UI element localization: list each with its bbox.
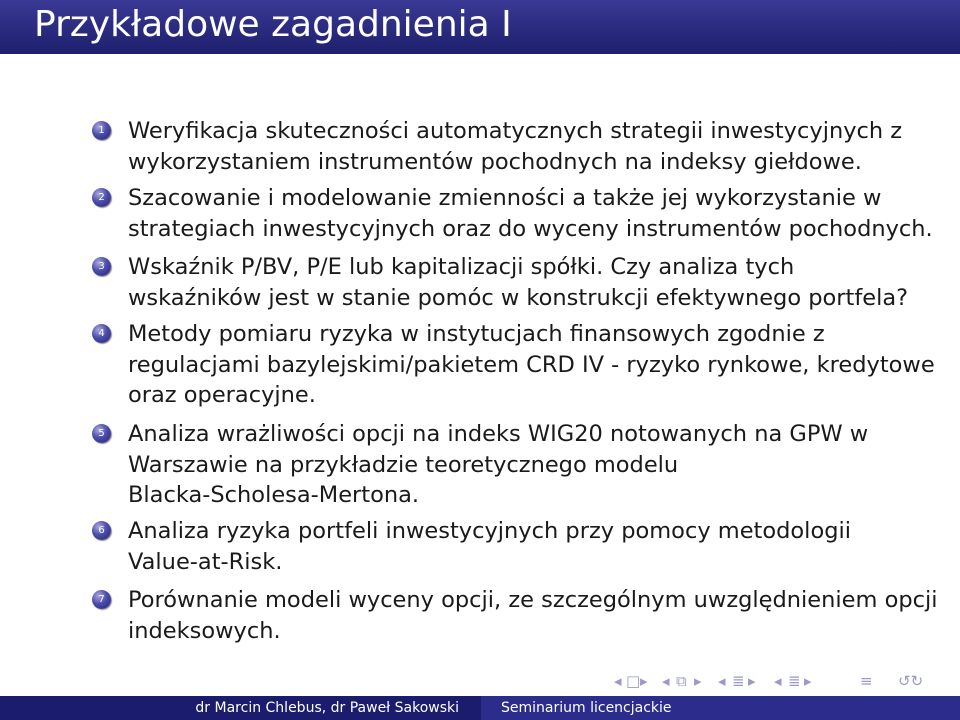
item-number-badge: 3 (92, 257, 111, 276)
item-line: Warszawie na przykładzie teoretycznego modelu (128, 451, 679, 478)
search-icon[interactable]: ↺↻ (898, 672, 924, 690)
prev-section-icon[interactable]: ◂ (718, 672, 726, 690)
item-line: Szacowanie i modelowanie zmienności a także jej wykorzystanie w (128, 185, 882, 211)
footer-authors: dr Marcin Chlebus, dr Paweł Sakowski (0, 696, 481, 720)
align-icon[interactable]: ≡ (860, 672, 873, 690)
prev-subsection-icon[interactable]: ◂ (662, 672, 670, 690)
prev-frame-icon[interactable]: ◂ (614, 672, 622, 690)
footer-seminar: Seminarium licencjackie (481, 696, 960, 720)
next-subsection-icon[interactable]: ▸ (694, 672, 702, 690)
item-line: Metody pomiaru ryzyka w instytucjach finansowych zgodnie z (128, 321, 825, 347)
item-number-badge: 4 (92, 324, 111, 343)
item-number-badge: 1 (92, 121, 111, 140)
slide-title: Przykładowe zagadnienia I (34, 4, 512, 45)
next-part-icon[interactable]: ▸ (804, 672, 812, 690)
item-line: wskaźników jest w stanie pomóc w konstrukcji efektywnego portfela? (128, 284, 909, 311)
item-line: indeksowych. (128, 617, 281, 644)
item-line: Value-at-Risk. (128, 548, 283, 575)
item-text (128, 319, 935, 411)
item-line: oraz operacyjne. (128, 382, 316, 408)
item-text (128, 183, 933, 244)
frame-icon[interactable]: □ (626, 672, 641, 690)
item-line: wykorzystaniem instrumentów pochodnych na indeksy giełdowe. (128, 148, 862, 175)
subsection-icon[interactable]: ⧉ (676, 672, 687, 690)
item-text (128, 585, 938, 646)
item-line: Porównanie modeli wyceny opcji, ze szczególnym uwzględnieniem opcji (128, 587, 938, 613)
item-line: Analiza wrażliwości opcji na indeks WIG20 notowanych na GPW w (128, 421, 869, 447)
next-frame-icon[interactable]: ▸ (640, 672, 648, 690)
item-number-badge: 5 (92, 424, 111, 443)
item-number-badge: 6 (92, 521, 111, 540)
next-section-icon[interactable]: ▸ (748, 672, 756, 690)
prev-part-icon[interactable]: ◂ (774, 672, 782, 690)
beamer-navigation-bar (614, 670, 960, 692)
item-number-badge: 2 (92, 188, 111, 207)
item-number-badge: 7 (92, 590, 111, 609)
section-icon[interactable]: ≣ (732, 672, 745, 690)
item-line: Weryfikacja skuteczności automatycznych strategii inwestycyjnych z (128, 118, 903, 144)
item-line: Wskaźnik P/BV, P/E lub kapitalizacji spółki. Czy analiza tych (128, 254, 795, 280)
item-line: regulacjami bazylejskimi/pakietem CRD IV - ryzyko rynkowe, kredytowe (128, 351, 935, 378)
part-icon[interactable]: ≣ (788, 672, 801, 690)
item-line: Analiza ryzyka portfeli inwestycyjnych przy pomocy metodologii (128, 518, 851, 544)
item-text (128, 252, 918, 313)
item-line: Blacka-Scholesa-Mertona. (128, 482, 420, 508)
item-text (128, 516, 918, 577)
footer (0, 696, 960, 720)
item-text (128, 116, 918, 177)
item-text (128, 419, 918, 511)
item-line: strategiach inwestycyjnych oraz do wyceny instrumentów pochodnych. (128, 215, 933, 242)
